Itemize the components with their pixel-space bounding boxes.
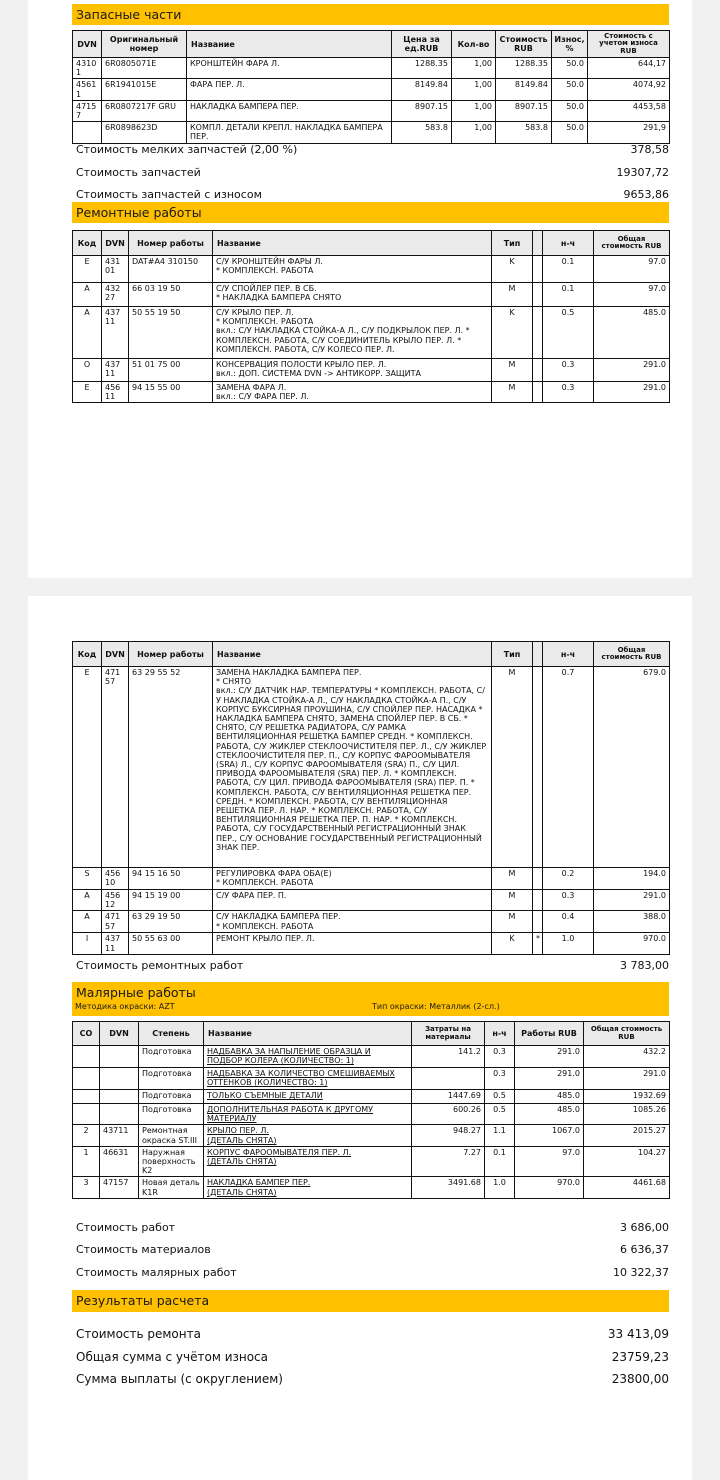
table-cell: 194.0 [594, 868, 670, 890]
table-cell: 0.1 [485, 1146, 515, 1177]
table-row [73, 1046, 670, 1068]
table-cell: DAT#A4 310150 [129, 256, 213, 283]
table-cell: 485.0 [515, 1104, 584, 1125]
table-cell: 47157 [102, 667, 129, 868]
table-cell: O [73, 359, 102, 382]
table-cell: 63 29 55 52 [129, 667, 213, 868]
table-cell: 8149.84 [496, 79, 552, 100]
table-cell [100, 1104, 139, 1125]
table-cell: 43711 [102, 933, 129, 954]
table-row [73, 283, 670, 307]
table-cell: 6R0805071E [102, 58, 187, 79]
table-cell: КОНСЕРВАЦИЯ ПОЛОСТИ КРЫЛО ПЕР. Л. вкл.: ДОП. СИСТЕМА DVN -> АНТИКОРР. ЗАЩИТА [213, 359, 492, 382]
table-cell: A [73, 307, 102, 359]
column-header: DVN [100, 1022, 139, 1046]
table-cell: 1288.35 [496, 58, 552, 79]
table-cell: M [492, 382, 533, 403]
column-header: DVN [102, 642, 129, 667]
paint-header-row [73, 1022, 670, 1046]
table-cell [73, 1046, 100, 1068]
table-row [73, 1104, 670, 1125]
paint-total [76, 1266, 669, 1279]
table-cell: 0.3 [543, 890, 594, 911]
column-header: Общая стоимость RUB [594, 642, 670, 667]
table-cell: 43711 [102, 307, 129, 359]
parts-section-header [72, 4, 669, 25]
table-cell [533, 256, 543, 283]
table-row [73, 933, 670, 954]
repair-total [76, 959, 669, 972]
payout-result [76, 1372, 669, 1386]
table-cell: M [492, 283, 533, 307]
table-cell: 8907.15 [392, 100, 452, 121]
table-cell: 291.0 [515, 1068, 584, 1090]
total-value: 3 686,00 [620, 1221, 669, 1234]
table-cell: 1,00 [452, 100, 496, 121]
table-row [73, 1068, 670, 1090]
table-cell: * [533, 933, 543, 954]
column-header: Название [213, 642, 492, 667]
table-cell: ДОПОЛНИТЕЛЬНАЯ РАБОТА К ДРУГОМУ МАТЕРИАЛУ [204, 1104, 412, 1125]
table-cell: ФАРА ПЕР. Л. [187, 79, 392, 100]
table-cell: K [492, 307, 533, 359]
column-header: Оригинальный номер [102, 31, 187, 58]
column-header: н-ч [485, 1022, 515, 1046]
table-cell: 1085.26 [584, 1104, 670, 1125]
column-header: Затраты на материалы [412, 1022, 485, 1046]
table-cell: K [492, 256, 533, 283]
table-cell [533, 667, 543, 868]
table-cell: 66 03 19 50 [129, 283, 213, 307]
table-cell: A [73, 283, 102, 307]
table-row [73, 58, 670, 79]
table-cell [412, 1068, 485, 1090]
total-label: Стоимость ремонтных работ [76, 959, 244, 972]
table-cell [533, 911, 543, 933]
column-header: Номер работы [129, 231, 213, 256]
table-cell: M [492, 667, 533, 868]
total-value: 9653,86 [623, 188, 669, 201]
parts-section-title: Запасные части [76, 7, 182, 22]
table-cell: 1447.69 [412, 1090, 485, 1104]
parts-total-wear [76, 188, 669, 201]
table-cell: НАДБАВКА ЗА КОЛИЧЕСТВО СМЕШИВАЕМЫХ ОТТЕНКОВ (КОЛИЧЕСТВО: 1) [204, 1068, 412, 1090]
total-label: Стоимость малярных работ [76, 1266, 237, 1279]
table-cell: 679.0 [594, 667, 670, 868]
table-cell: Новая деталь K1R [139, 1177, 204, 1199]
table-cell: 141.2 [412, 1046, 485, 1068]
table-cell: 583.8 [392, 122, 452, 144]
total-value: 33 413,09 [607, 1327, 669, 1341]
table-cell: Подготовка [139, 1068, 204, 1090]
table-cell: 43101 [102, 256, 129, 283]
paint-materials-total [76, 1243, 669, 1256]
table-cell: A [73, 890, 102, 911]
table-cell: 2015.27 [584, 1125, 670, 1146]
column-header: DVN [102, 231, 129, 256]
table-cell: РЕМОНТ КРЫЛО ПЕР. Л. [213, 933, 492, 954]
table-cell: С/У КРЫЛО ПЕР. Л. * КОМПЛЕКСН. РАБОТА вкл.: С/У НАКЛАДКА СТОЙКА-А Л., С/У ПОДКРЫЛОК ПЕР. Л. * КОМПЛЕКСН. РАБОТА, С/У СОЕДИНИТЕЛЬ КРЫЛО ПЕР. Л. * КОМПЛЕКСН. РАБОТА, С/У КОЛЕСО ПЕР. Л. [213, 307, 492, 359]
table-row [73, 1146, 670, 1177]
table-cell: С/У СПОЙЛЕР ПЕР. В СБ. * НАКЛАДКА БАМПЕРА СНЯТО [213, 283, 492, 307]
table-cell: 1,00 [452, 58, 496, 79]
table-cell: 8149.84 [392, 79, 452, 100]
table-cell: 94 15 55 00 [129, 382, 213, 403]
table-cell: 47157 [102, 911, 129, 933]
table-cell: 485.0 [594, 307, 670, 359]
table-cell: 63 29 19 50 [129, 911, 213, 933]
table-row [73, 868, 670, 890]
table-cell: 1 [73, 1146, 100, 1177]
column-header: Стоимость RUB [496, 31, 552, 58]
total-value: 23759,23 [611, 1350, 669, 1364]
table-cell: 0.1 [543, 283, 594, 307]
table-cell: 291.0 [594, 359, 670, 382]
table-cell: 1067.0 [515, 1125, 584, 1146]
parts-table [72, 30, 670, 144]
table-cell: ЗАМЕНА НАКЛАДКА БАМПЕРА ПЕР. * СНЯТО вкл.: С/У ДАТЧИК НАР. ТЕМПЕРАТУРЫ * КОМПЛЕКСН. РАБОТА, С/У НАКЛАДКА СТОЙКА-А Л., С/У НАКЛАДКА СТОЙКА-А П., С/У КОРПУС БУКСИРНАЯ ПРОУШИНА, С/У СПОЙЛЕР ПЕР. НАСАДКА * НАКЛАДКА БАМПЕРА СНЯТО, ЗАМЕНА СПОЙЛЕР ПЕР. В СБ. * СНЯТО, С/У РЕШЕТКА РАДИАТОРА, С/У РАМКА ВЕНТИЛЯЦИОННАЯ РЕШЕТКА БАМПЕР СРЕДН. * КОМПЛЕКСН. РАБОТА, С/У ЖИКЛЕР СТЕКЛООЧИСТИТЕЛЯ ПЕР. Л., С/У ЖИКЛЕР СТЕКЛООЧИСТИТЕЛЯ ПЕР. П., С/У КОРПУС ФАРООМЫВАТЕЛЯ (SRA) Л., С/У КОРПУС ФАРООМЫВАТЕЛЯ (SRA) П., С/У ЦИЛ. ПРИВОДА ФАРООМЫВАТЕЛЯ (SRA) ПЕР. Л. * КОМПЛЕКСН. РАБОТА, С/У ЦИЛ. ПРИВОДА ФАРООМЫВАТЕЛЯ (SRA) ПЕР. П. * КОМПЛЕКСН. РАБОТА, С/У ВЕНТИЛЯЦИОННАЯ РЕШЕТКА ПЕР. СРЕДН. * КОМПЛЕКСН. РАБОТА, С/У ВЕНТИЛЯЦИОННАЯ РЕШЕТКА ПЕР. Л. НАР. * КОМПЛЕКСН. РАБОТА, С/У ВЕНТИЛЯЦИОННАЯ РЕШЕТКА ПЕР. П. НАР. * КОМПЛЕКСН. РАБОТА, С/У ГОСУДАРСТВЕННЫЙ РЕГИСТРАЦИОННЫЙ ЗНАК ПЕР., С/У ОСНОВАНИЕ ГОСУДАРСТВЕННЫЙ РЕГИСТРАЦИОННЫЙ ЗНАК ПЕР. [213, 667, 492, 868]
table-cell: 3 [73, 1177, 100, 1199]
table-cell [73, 122, 102, 144]
table-cell: 45611 [102, 382, 129, 403]
total-label: Стоимость работ [76, 1221, 176, 1234]
parts-small-total [76, 143, 669, 156]
table-row [73, 382, 670, 403]
table-cell: Подготовка [139, 1090, 204, 1104]
table-cell [73, 1104, 100, 1125]
table-cell: Подготовка [139, 1104, 204, 1125]
table-cell: 1.0 [543, 933, 594, 954]
column-header: Износ, % [552, 31, 588, 58]
table-cell: КОРПУС ФАРООМЫВАТЕЛЯ ПЕР. Л. (ДЕТАЛЬ СНЯТА) [204, 1146, 412, 1177]
table-cell: 8907.15 [496, 100, 552, 121]
table-cell: 1.1 [485, 1125, 515, 1146]
table-cell: A [73, 911, 102, 933]
table-cell: 0.3 [543, 359, 594, 382]
table-cell: 970.0 [594, 933, 670, 954]
results-section-title: Результаты расчета [76, 1293, 210, 1308]
table-cell: 46631 [100, 1146, 139, 1177]
table-cell: НАКЛАДКА БАМПЕР ПЕР. (ДЕТАЛЬ СНЯТА) [204, 1177, 412, 1199]
table-cell [533, 890, 543, 911]
table-cell: 3491.68 [412, 1177, 485, 1199]
results-section-header [72, 1290, 669, 1312]
column-header: Номер работы [129, 642, 213, 667]
table-cell: 485.0 [515, 1090, 584, 1104]
table-cell [533, 382, 543, 403]
table-cell [533, 283, 543, 307]
table-row [73, 359, 670, 382]
table-cell: 1932.69 [584, 1090, 670, 1104]
table-cell [533, 359, 543, 382]
table-row [73, 100, 670, 121]
table-cell: M [492, 890, 533, 911]
table-cell: I [73, 933, 102, 954]
table-cell: 43101 [73, 58, 102, 79]
table-cell: 2 [73, 1125, 100, 1146]
column-header: Общая стоимость RUB [594, 231, 670, 256]
table-cell: 4074,92 [588, 79, 670, 100]
table-cell: 47157 [100, 1177, 139, 1199]
table-cell: 50 55 63 00 [129, 933, 213, 954]
table-cell: 291.0 [594, 890, 670, 911]
table-cell: 47157 [73, 100, 102, 121]
total-label: Общая сумма с учётом износа [76, 1350, 269, 1364]
table-cell: 388.0 [594, 911, 670, 933]
table-row [73, 79, 670, 100]
table-cell: 94 15 16 50 [129, 868, 213, 890]
table-cell: M [492, 911, 533, 933]
total-value: 3 783,00 [620, 959, 669, 972]
table-cell: 432.2 [584, 1046, 670, 1068]
table-cell: 0.7 [543, 667, 594, 868]
parts-header-row [73, 31, 670, 58]
column-header: Кол-во [452, 31, 496, 58]
table-cell: 45612 [102, 890, 129, 911]
table-cell: 50.0 [552, 79, 588, 100]
table-cell: 583.8 [496, 122, 552, 144]
table-cell: ЗАМЕНА ФАРА Л. вкл.: С/У ФАРА ПЕР. Л. [213, 382, 492, 403]
table-cell: 50.0 [552, 58, 588, 79]
table-cell [100, 1068, 139, 1090]
table-cell: С/У НАКЛАДКА БАМПЕРА ПЕР. * КОМПЛЕКСН. РАБОТА [213, 911, 492, 933]
paint-table [72, 1021, 670, 1199]
table-cell: 6R1941015E [102, 79, 187, 100]
column-header: Название [187, 31, 392, 58]
table-row [73, 256, 670, 283]
table-cell: S [73, 868, 102, 890]
column-header: Название [213, 231, 492, 256]
paint-section-title: Малярные работы [76, 985, 196, 1000]
table-cell: 291.0 [515, 1046, 584, 1068]
table-row [73, 122, 670, 144]
table-cell: С/У ФАРА ПЕР. П. [213, 890, 492, 911]
column-header: Тип [492, 642, 533, 667]
repair-header-row [73, 642, 670, 667]
table-cell: M [492, 868, 533, 890]
table-cell: 6R0807217F GRU [102, 100, 187, 121]
parts-total [76, 166, 669, 179]
total-value: 23800,00 [611, 1372, 669, 1386]
table-row [73, 890, 670, 911]
column-header: Стоимость с учетом износа RUB [588, 31, 670, 58]
total-label: Стоимость мелких запчастей (2,00 %) [76, 143, 298, 156]
table-cell [100, 1090, 139, 1104]
table-cell: Ремонтная окраска ST.III [139, 1125, 204, 1146]
table-cell: 1.0 [485, 1177, 515, 1199]
table-cell: 1,00 [452, 122, 496, 144]
table-cell: 291.0 [594, 382, 670, 403]
table-cell: 644,17 [588, 58, 670, 79]
total-value: 6 636,37 [620, 1243, 669, 1256]
table-cell: 1,00 [452, 79, 496, 100]
repair-section-title: Ремонтные работы [76, 205, 202, 220]
table-cell: 0.5 [543, 307, 594, 359]
table-cell: 0.1 [543, 256, 594, 283]
table-cell: НАКЛАДКА БАМПЕРА ПЕР. [187, 100, 392, 121]
total-label: Стоимость запчастей [76, 166, 201, 179]
repair-table [72, 230, 670, 403]
column-header: CO [73, 1022, 100, 1046]
table-cell: 45610 [102, 868, 129, 890]
table-row [73, 1177, 670, 1199]
table-cell: 0.3 [485, 1068, 515, 1090]
table-cell: 0.5 [485, 1090, 515, 1104]
paint-section-header [72, 982, 669, 1016]
table-cell: 50.0 [552, 122, 588, 144]
table-cell: 97.0 [594, 283, 670, 307]
total-value: 19307,72 [616, 166, 669, 179]
table-cell: 291,9 [588, 122, 670, 144]
table-cell: С/У КРОНШТЕЙН ФАРЫ Л. * КОМПЛЕКСН. РАБОТА [213, 256, 492, 283]
total-value: 378,58 [630, 143, 669, 156]
table-cell: 1288.35 [392, 58, 452, 79]
table-cell: 4453,58 [588, 100, 670, 121]
column-header: Цена за ед.RUB [392, 31, 452, 58]
table-row [73, 1090, 670, 1104]
table-cell: КОМПЛ. ДЕТАЛИ КРЕПЛ. НАКЛАДКА БАМПЕРА ПЕР. [187, 122, 392, 144]
total-label: Стоимость материалов [76, 1243, 211, 1256]
table-cell: 94 15 19 00 [129, 890, 213, 911]
table-cell: 948.27 [412, 1125, 485, 1146]
table-cell: 0.3 [543, 382, 594, 403]
table-cell: РЕГУЛИРОВКА ФАРА ОБА(Е) * КОМПЛЕКСН. РАБОТА [213, 868, 492, 890]
column-header: Тип [492, 231, 533, 256]
repair-header-row [73, 231, 670, 256]
table-cell: 50 55 19 50 [129, 307, 213, 359]
table-cell: 104.27 [584, 1146, 670, 1177]
table-cell: E [73, 667, 102, 868]
column-header: Степень [139, 1022, 204, 1046]
table-cell: 0.5 [485, 1104, 515, 1125]
total-label: Сумма выплаты (с округлением) [76, 1372, 283, 1386]
table-cell: КРОНШТЕЙН ФАРА Л. [187, 58, 392, 79]
column-header: н-ч [543, 642, 594, 667]
table-cell: 600.26 [412, 1104, 485, 1125]
table-row [73, 667, 670, 868]
table-cell: 0.4 [543, 911, 594, 933]
paint-work-total [76, 1221, 669, 1234]
repair-table-continued [72, 641, 670, 955]
paint-method: Методика окраски: AZT [75, 1002, 175, 1011]
table-cell: Подготовка [139, 1046, 204, 1068]
total-value: 10 322,37 [613, 1266, 669, 1279]
table-cell [100, 1046, 139, 1068]
column-header: Работы RUB [515, 1022, 584, 1046]
table-cell: 6R0898623D [102, 122, 187, 144]
table-cell: 0.2 [543, 868, 594, 890]
column-header: DVN [73, 31, 102, 58]
table-cell: 97.0 [515, 1146, 584, 1177]
column-header-blank [533, 642, 543, 667]
column-header: Название [204, 1022, 412, 1046]
table-cell: M [492, 359, 533, 382]
table-cell: 970.0 [515, 1177, 584, 1199]
table-cell [73, 1068, 100, 1090]
table-cell: 43711 [100, 1125, 139, 1146]
table-cell: 7.27 [412, 1146, 485, 1177]
column-header: Код [73, 642, 102, 667]
table-cell: K [492, 933, 533, 954]
table-cell: 45611 [73, 79, 102, 100]
table-cell: 4461.68 [584, 1177, 670, 1199]
column-header: Код [73, 231, 102, 256]
total-label: Стоимость ремонта [76, 1327, 201, 1341]
table-row [73, 911, 670, 933]
table-cell: ТОЛЬКО СЪЕМНЫЕ ДЕТАЛИ [204, 1090, 412, 1104]
table-cell: Наружная поверхность K2 [139, 1146, 204, 1177]
table-cell: 97.0 [594, 256, 670, 283]
table-cell: 43711 [102, 359, 129, 382]
table-cell: 43227 [102, 283, 129, 307]
repair-cost-result [76, 1327, 669, 1341]
table-cell: E [73, 382, 102, 403]
table-cell: 0.3 [485, 1046, 515, 1068]
table-cell [73, 1090, 100, 1104]
table-row [73, 307, 670, 359]
table-row [73, 1125, 670, 1146]
total-label: Стоимость запчастей с износом [76, 188, 262, 201]
table-cell: E [73, 256, 102, 283]
table-cell: 50.0 [552, 100, 588, 121]
column-header: Общая стоимость RUB [584, 1022, 670, 1046]
column-header-blank [533, 231, 543, 256]
column-header: н-ч [543, 231, 594, 256]
paint-type: Тип окраски: Металлик (2-сл.) [372, 1002, 500, 1011]
table-cell: КРЫЛО ПЕР. Л. (ДЕТАЛЬ СНЯТА) [204, 1125, 412, 1146]
total-with-wear-result [76, 1350, 669, 1364]
table-cell [533, 307, 543, 359]
table-cell: 51 01 75 00 [129, 359, 213, 382]
repair-section-header [72, 202, 669, 223]
table-cell [533, 868, 543, 890]
table-cell: НАДБАВКА ЗА НАПЫЛЕНИЕ ОБРАЗЦА И ПОДБОР КОЛЕРА (КОЛИЧЕСТВО: 1) [204, 1046, 412, 1068]
table-cell: 291.0 [584, 1068, 670, 1090]
